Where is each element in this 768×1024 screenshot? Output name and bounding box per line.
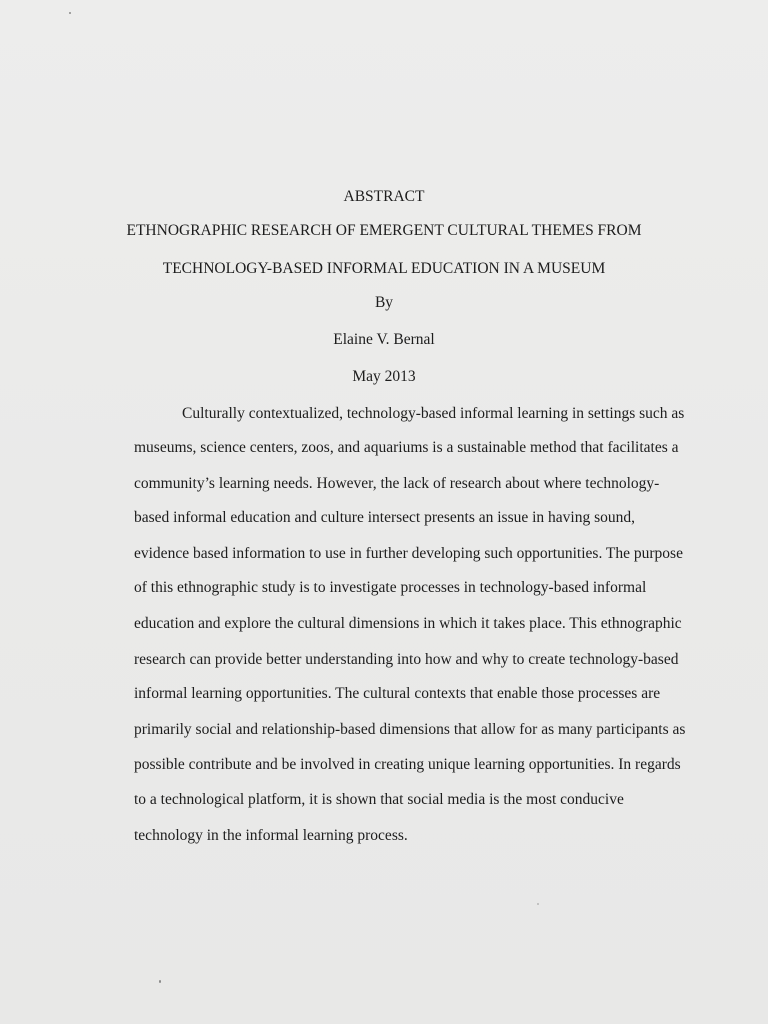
author-name: Elaine V. Bernal <box>333 331 435 348</box>
abstract-body-line: of this ethnographic study is to investigate processes in technology-based informal <box>134 579 647 596</box>
title-line-2: TECHNOLOGY-BASED INFORMAL EDUCATION IN A MUSEUM <box>162 260 606 277</box>
scan-speck <box>69 12 71 14</box>
title-line-1: ETHNOGRAPHIC RESEARCH OF EMERGENT CULTURAL THEMES FROM <box>126 222 642 239</box>
abstract-body-line: technology in the informal learning process. <box>134 827 408 844</box>
abstract-body-line: education and explore the cultural dimensions in which it takes place. This ethnographic <box>134 615 682 632</box>
date-line: May 2013 <box>352 368 416 385</box>
abstract-body-line: community’s learning needs. However, the lack of research about where technology- <box>134 475 660 492</box>
abstract-heading: ABSTRACT <box>343 188 425 205</box>
scan-speck <box>537 903 539 905</box>
scan-speck <box>159 980 161 983</box>
abstract-body-line: to a technological platform, it is shown that social media is the most conducive <box>134 791 624 808</box>
abstract-body-line: research can provide better understanding into how and why to create technology-based <box>134 651 679 668</box>
abstract-body-line: primarily social and relationship-based dimensions that allow for as many participants as <box>134 721 686 738</box>
abstract-body-line: informal learning opportunities. The cultural contexts that enable those processes are <box>134 685 661 702</box>
abstract-body-line: evidence based information to use in further developing such opportunities. The purpose <box>134 545 683 562</box>
abstract-body-line: Culturally contextualized, technology-based informal learning in settings such as <box>182 405 685 422</box>
abstract-body-line: based informal education and culture intersect presents an issue in having sound, <box>134 509 636 526</box>
by-label: By <box>374 294 394 311</box>
abstract-body-line: museums, science centers, zoos, and aquariums is a sustainable method that facilitates a <box>134 439 679 456</box>
abstract-body-line: possible contribute and be involved in creating unique learning opportunities. In regards <box>134 756 681 773</box>
